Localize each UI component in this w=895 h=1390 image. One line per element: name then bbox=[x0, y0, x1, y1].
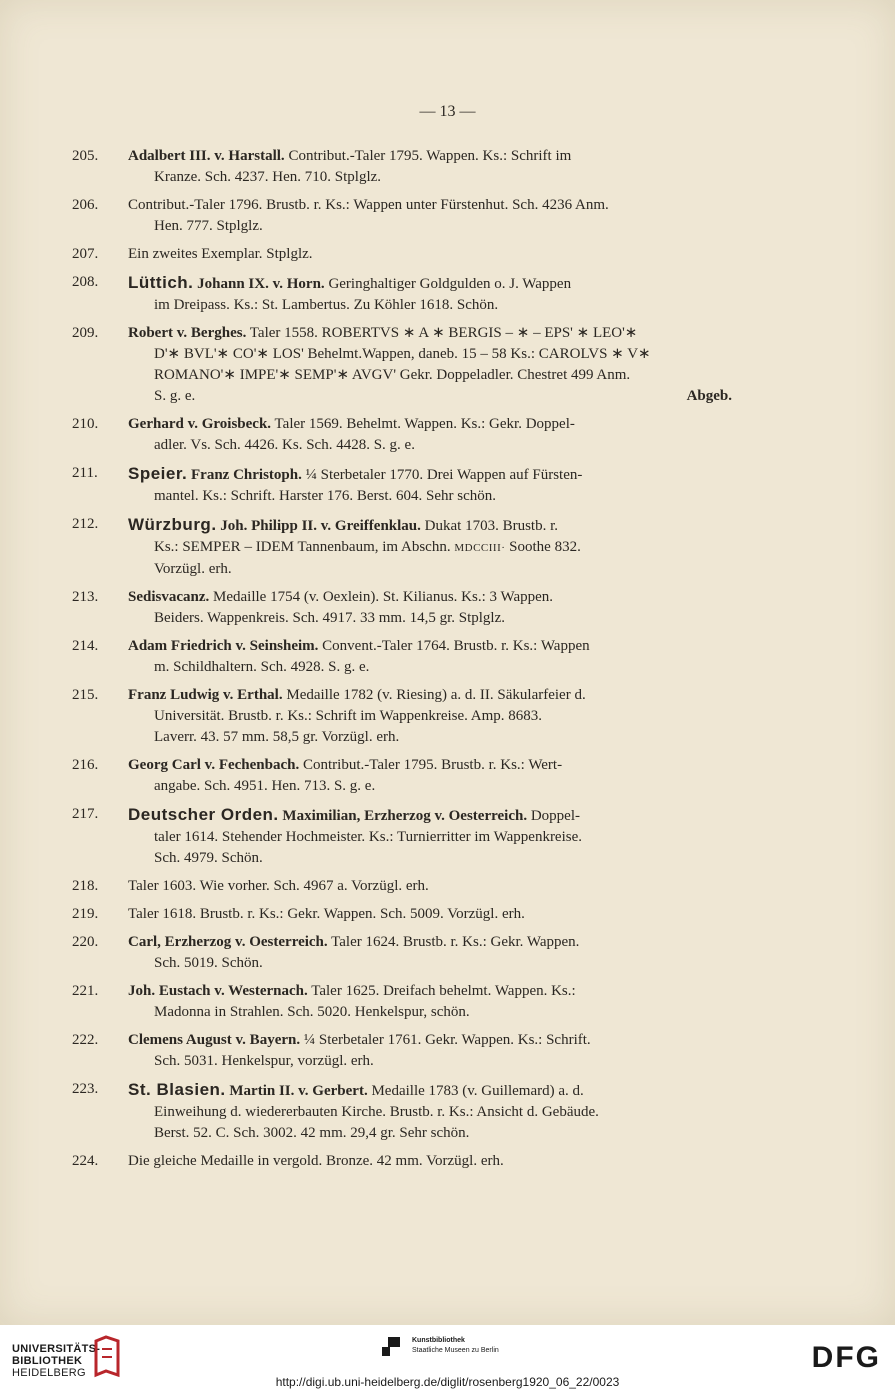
entry-text: Taler 1558. ROBERTVS ∗ A ∗ BERGIS – ∗ – EPS' ∗ LEO'∗ bbox=[246, 325, 638, 341]
entry-line bbox=[128, 657, 732, 678]
entry-place: Lüttich. bbox=[128, 273, 194, 292]
dfg-logo[interactable]: DFG bbox=[811, 1341, 881, 1374]
entry-text: Universität. Brustb. r. Ks.: Schrift im Wappenkreise. Amp. 8683. bbox=[154, 708, 543, 724]
catalog-entries bbox=[72, 146, 732, 1179]
catalog-entry bbox=[72, 804, 732, 869]
ub-logo-line1: UNIVERSITÄTS- bbox=[12, 1343, 101, 1355]
entry-line bbox=[128, 272, 732, 295]
entry-text: Dukat 1703. Brustb. r. bbox=[420, 518, 558, 534]
entry-line bbox=[128, 827, 732, 848]
entry-line bbox=[128, 167, 732, 188]
entry-text: Contribut.-Taler 1795. Wappen. Ks.: Schrift im bbox=[284, 148, 572, 164]
entry-text: Ks.: SEMPER – IDEM Tannenbaum, im Abschn. bbox=[154, 539, 455, 555]
catalog-entry bbox=[72, 587, 732, 629]
entry-text: ¼ Sterbetaler 1761. Gekr. Wappen. Ks.: Schrift. bbox=[300, 1032, 591, 1048]
catalog-entry bbox=[72, 876, 732, 897]
entry-line bbox=[128, 365, 732, 386]
entry-line bbox=[128, 636, 732, 657]
catalog-entry bbox=[72, 685, 732, 748]
entry-text: Taler 1624. Brustb. r. Ks.: Gekr. Wappen. bbox=[327, 934, 580, 950]
entry-number: 218. bbox=[72, 878, 99, 894]
entry-line bbox=[128, 1151, 732, 1172]
entry-number: 209. bbox=[72, 325, 99, 341]
entry-line bbox=[128, 727, 732, 748]
catalog-entry bbox=[72, 636, 732, 678]
entry-line bbox=[128, 216, 732, 237]
entry-line bbox=[128, 195, 732, 216]
entry-line bbox=[128, 706, 732, 727]
entry-text: Vorzügl. erh. bbox=[154, 561, 232, 577]
entry-text: Medaille 1783 (v. Guillemard) a. d. bbox=[367, 1083, 584, 1099]
entry-line bbox=[128, 876, 732, 897]
entry-line bbox=[128, 1123, 732, 1144]
entry-line bbox=[128, 414, 732, 435]
catalog-entry bbox=[72, 244, 732, 265]
entry-text: im Dreipass. Ks.: St. Lambertus. Zu Köhler 1618. Schön. bbox=[154, 297, 499, 313]
entry-ruler: Georg Carl v. Fechenbach. bbox=[128, 757, 300, 773]
entry-line bbox=[128, 953, 732, 974]
entry-ruler: Franz Christoph. bbox=[187, 467, 302, 483]
entry-text: Ein zweites Exemplar. Stplglz. bbox=[128, 246, 313, 262]
entry-number: 221. bbox=[72, 983, 99, 999]
entry-line bbox=[128, 344, 732, 365]
entry-line bbox=[128, 559, 732, 580]
entry-line bbox=[128, 1002, 732, 1023]
entry-line bbox=[128, 904, 732, 925]
entry-number: 222. bbox=[72, 1032, 99, 1048]
entry-number: 211. bbox=[72, 465, 98, 481]
entry-text: Kranze. Sch. 4237. Hen. 710. Stplglz. bbox=[154, 169, 382, 185]
entry-place: Deutscher Orden. bbox=[128, 805, 279, 824]
kunstbibliothek-logo-icon bbox=[380, 1333, 406, 1359]
entry-number: 215. bbox=[72, 687, 99, 703]
entry-ruler: Clemens August v. Bayern. bbox=[128, 1032, 301, 1048]
entry-line bbox=[128, 1051, 732, 1072]
entry-number: 206. bbox=[72, 197, 99, 213]
catalog-entry bbox=[72, 146, 732, 188]
entry-text: Einweihung d. wiedererbauten Kirche. Brustb. r. Ks.: Ansicht d. Gebäude. bbox=[154, 1104, 599, 1120]
entry-text: Sch. 5019. Schön. bbox=[154, 955, 263, 971]
catalog-entry bbox=[72, 755, 732, 797]
entry-ruler: Adam Friedrich v. Seinsheim. bbox=[128, 638, 319, 654]
entry-text: Geringhaltiger Goldgulden o. J. Wappen bbox=[324, 276, 572, 292]
entry-line bbox=[128, 1079, 732, 1102]
catalog-entry bbox=[72, 1030, 732, 1072]
entry-text: adler. Vs. Sch. 4426. Ks. Sch. 4428. S. g. e. bbox=[154, 437, 415, 453]
entry-number: 207. bbox=[72, 246, 99, 262]
catalog-entry bbox=[72, 932, 732, 974]
entry-ruler: Maximilian, Erzherzog v. Oesterreich. bbox=[278, 808, 528, 824]
entry-line bbox=[128, 981, 732, 1002]
catalog-entry bbox=[72, 414, 732, 456]
entry-text: Soothe 832. bbox=[505, 539, 581, 555]
entry-ruler: Joh. Philipp II. v. Greiffenklau. bbox=[216, 518, 421, 534]
entry-number: 210. bbox=[72, 416, 99, 432]
entry-ruler: Franz Ludwig v. Erthal. bbox=[128, 687, 283, 703]
catalog-entry bbox=[72, 195, 732, 237]
entry-line bbox=[128, 685, 732, 706]
entry-line bbox=[128, 386, 732, 407]
entry-text: Medaille 1782 (v. Riesing) a. d. II. Säkularfeier d. bbox=[282, 687, 586, 703]
entry-text: mantel. Ks.: Schrift. Harster 176. Berst. 604. Sehr schön. bbox=[154, 488, 497, 504]
entry-text: D'∗ BVL'∗ CO'∗ LOS' Behelmt.Wappen, daneb. 15 – 58 Ks.: CAROLVS ∗ V∗ bbox=[154, 346, 651, 362]
entry-text: angabe. Sch. 4951. Hen. 713. S. g. e. bbox=[154, 778, 376, 794]
entry-line bbox=[128, 323, 732, 344]
entry-place: Speier. bbox=[128, 464, 188, 483]
catalog-entry bbox=[72, 981, 732, 1023]
entry-ruler: Joh. Eustach v. Westernach. bbox=[128, 983, 308, 999]
entry-text: Medaille 1754 (v. Oexlein). St. Kilianus. Ks.: 3 Wappen. bbox=[209, 589, 554, 605]
source-url[interactable]: http://digi.ub.uni-heidelberg.de/diglit/rosenberg1920_06_22/0023 bbox=[275, 1375, 620, 1389]
entry-text: ROMANO'∗ IMPE'∗ SEMP'∗ AVGV' Gekr. Doppeladler. Chestret 499 Anm. bbox=[154, 367, 631, 383]
entry-ruler: Adalbert III. v. Harstall. bbox=[128, 148, 285, 164]
entry-place: Würzburg. bbox=[128, 515, 217, 534]
entry-note: Abgeb. bbox=[686, 388, 732, 404]
entry-number: 213. bbox=[72, 589, 99, 605]
catalog-entry bbox=[72, 904, 732, 925]
entry-number: 219. bbox=[72, 906, 99, 922]
entry-line bbox=[128, 244, 732, 265]
entry-ruler: Gerhard v. Groisbeck. bbox=[128, 416, 272, 432]
entry-text: ¼ Sterbetaler 1770. Drei Wappen auf Fürsten- bbox=[301, 467, 583, 483]
entry-text: Hen. 777. Stplglz. bbox=[154, 218, 263, 234]
entry-text: Laverr. 43. 57 mm. 58,5 gr. Vorzügl. erh. bbox=[154, 729, 400, 745]
entry-place: St. Blasien. bbox=[128, 1080, 226, 1099]
entry-text: Die gleiche Medaille in vergold. Bronze. 42 mm. Vorzügl. erh. bbox=[128, 1153, 504, 1169]
entry-text: Madonna in Strahlen. Sch. 5020. Henkelspur, schön. bbox=[154, 1004, 470, 1020]
entry-number: 224. bbox=[72, 1153, 99, 1169]
entry-line bbox=[128, 146, 732, 167]
entry-number: 223. bbox=[72, 1081, 99, 1097]
entry-text: S. g. e. bbox=[154, 388, 196, 404]
entry-text: m. Schildhaltern. Sch. 4928. S. g. e. bbox=[154, 659, 370, 675]
entry-ruler: Carl, Erzherzog v. Oesterreich. bbox=[128, 934, 328, 950]
entry-text: Beiders. Wappenkreis. Sch. 4917. 33 mm. 14,5 gr. Stplglz. bbox=[154, 610, 505, 626]
entry-number: 212. bbox=[72, 516, 99, 532]
entry-text: Sch. 5031. Henkelspur, vorzügl. erh. bbox=[154, 1053, 374, 1069]
ub-logo-line2: BIBLIOTHEK bbox=[12, 1355, 83, 1367]
entry-text: Contribut.-Taler 1796. Brustb. r. Ks.: Wappen unter Fürstenhut. Sch. 4236 Anm. bbox=[128, 197, 609, 213]
entry-line bbox=[128, 295, 732, 316]
entry-number: 217. bbox=[72, 806, 99, 822]
catalog-entry bbox=[72, 514, 732, 580]
entry-line bbox=[128, 608, 732, 629]
entry-text: Sch. 4979. Schön. bbox=[154, 850, 263, 866]
entry-number: 216. bbox=[72, 757, 99, 773]
entry-text: Taler 1569. Behelmt. Wappen. Ks.: Gekr. Doppel- bbox=[271, 416, 575, 432]
entry-line bbox=[128, 587, 732, 608]
entry-text: Berst. 52. C. Sch. 3002. 42 mm. 29,4 gr. Sehr schön. bbox=[154, 1125, 470, 1141]
ub-heidelberg-logo[interactable] bbox=[12, 1343, 100, 1379]
page-number: — 13 — bbox=[419, 103, 476, 120]
entry-ruler: Martin II. v. Gerbert. bbox=[225, 1083, 368, 1099]
entry-line bbox=[128, 514, 732, 537]
entry-line bbox=[128, 1030, 732, 1051]
entry-text: taler 1614. Stehender Hochmeister. Ks.: Turnierritter im Wappenkreise. bbox=[154, 829, 583, 845]
entry-text: Taler 1625. Dreifach behelmt. Wappen. Ks.: bbox=[307, 983, 576, 999]
entry-line bbox=[128, 1102, 732, 1123]
entry-text: Contribut.-Taler 1795. Brustb. r. Ks.: Wert- bbox=[299, 757, 563, 773]
entry-ruler: Robert v. Berghes. bbox=[128, 325, 247, 341]
entry-line bbox=[128, 932, 732, 953]
entry-line bbox=[128, 486, 732, 507]
ub-logo-line3: HEIDELBERG bbox=[12, 1367, 86, 1379]
entry-line bbox=[128, 537, 732, 559]
entry-text: Taler 1618. Brustb. r. Ks.: Gekr. Wappen. Sch. 5009. Vorzügl. erh. bbox=[128, 906, 525, 922]
entry-number: 208. bbox=[72, 274, 99, 290]
entry-number: 214. bbox=[72, 638, 99, 654]
kb-line1: Kunstbibliothek bbox=[412, 1337, 465, 1344]
catalog-entry bbox=[72, 1151, 732, 1172]
entry-number: 205. bbox=[72, 148, 99, 164]
kb-line2: Staatliche Museen zu Berlin bbox=[412, 1347, 499, 1354]
entry-ruler: Sedisvacanz. bbox=[128, 589, 210, 605]
kunstbibliothek-label[interactable] bbox=[412, 1336, 499, 1356]
entry-line bbox=[128, 463, 732, 486]
catalog-entry bbox=[72, 272, 732, 316]
ub-seal-icon bbox=[90, 1335, 124, 1379]
entry-line bbox=[128, 776, 732, 797]
entry-line bbox=[128, 848, 732, 869]
catalog-entry bbox=[72, 1079, 732, 1144]
footer-bar bbox=[0, 1325, 895, 1390]
catalog-entry bbox=[72, 323, 732, 407]
entry-line bbox=[128, 804, 732, 827]
entry-ruler: Johann IX. v. Horn. bbox=[193, 276, 325, 292]
entry-text: MDCCIII· bbox=[454, 542, 506, 554]
entry-number: 220. bbox=[72, 934, 99, 950]
entry-text: Convent.-Taler 1764. Brustb. r. Ks.: Wappen bbox=[318, 638, 590, 654]
entry-line bbox=[128, 435, 732, 456]
entry-text: Taler 1603. Wie vorher. Sch. 4967 a. Vorzügl. erh. bbox=[128, 878, 429, 894]
entry-text: Doppel- bbox=[527, 808, 580, 824]
catalog-entry bbox=[72, 463, 732, 507]
entry-line bbox=[128, 755, 732, 776]
